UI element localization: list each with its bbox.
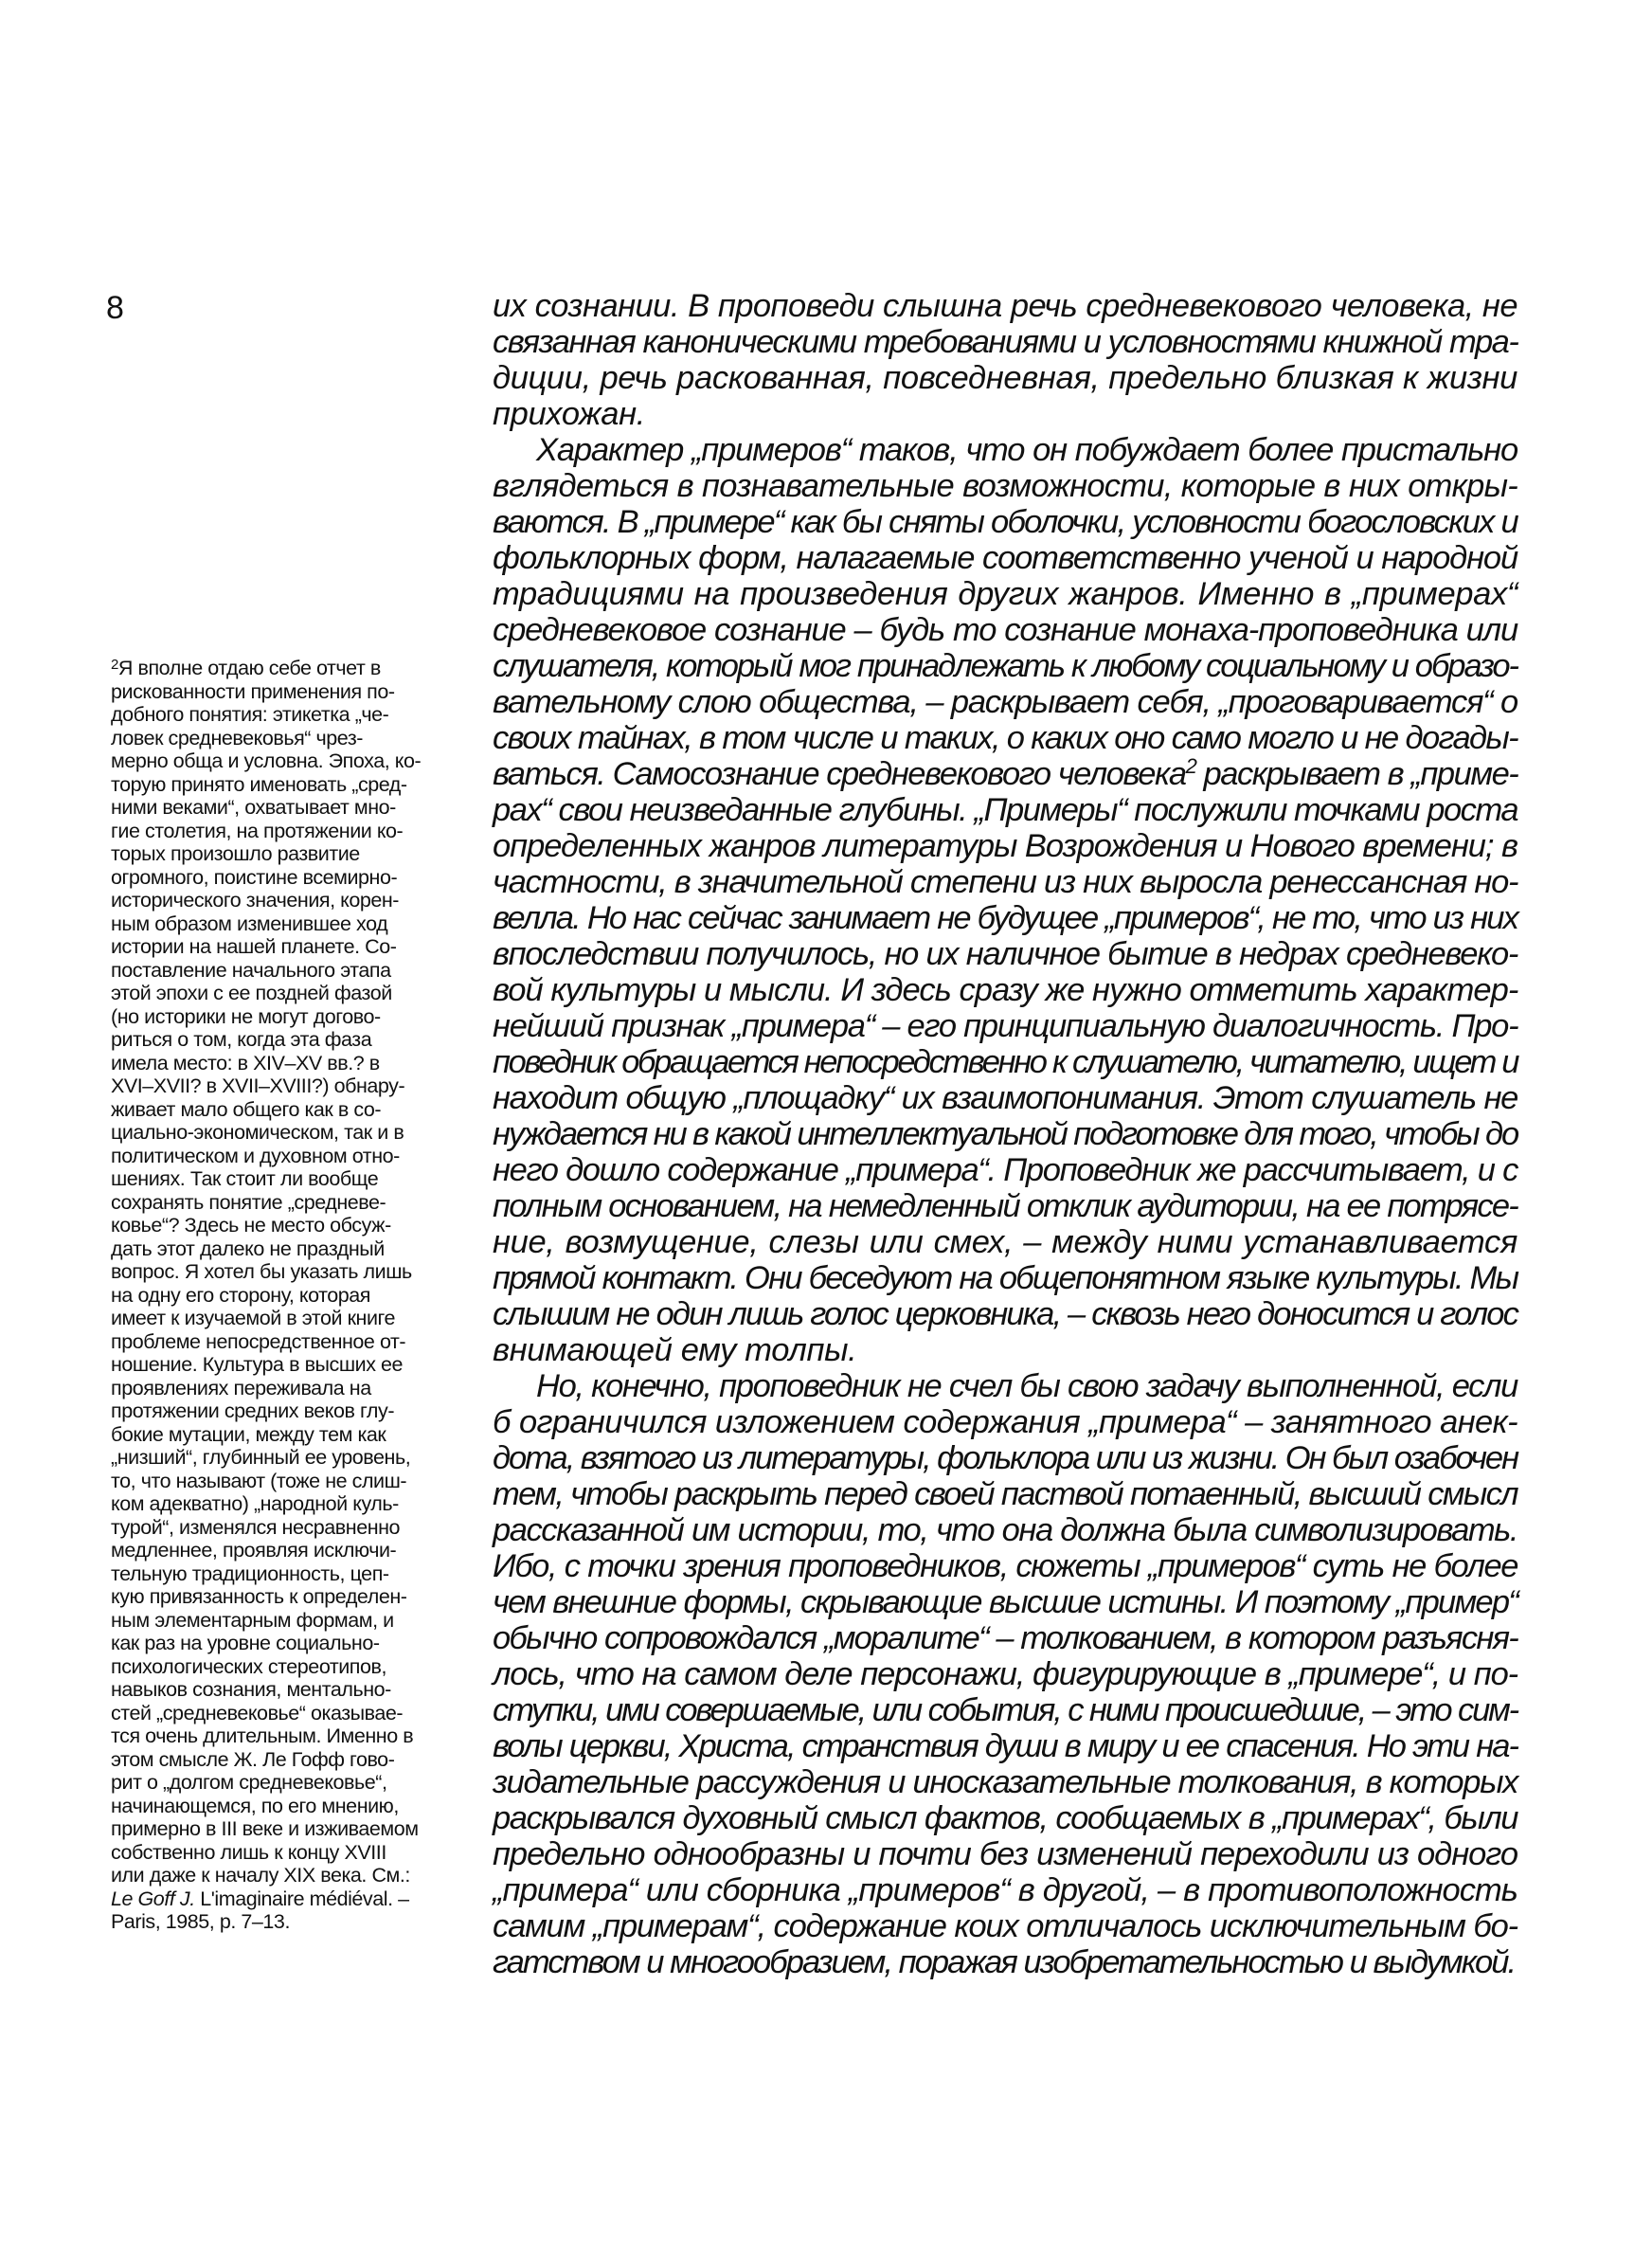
text-line: ступки, ими совершаемые, или события, с ними происшедшие, – это сим- — [493, 1692, 1517, 1728]
footnote-line: ношение. Культура в высших ее — [111, 1353, 404, 1376]
footnote-line: тся очень длительным. Именно в — [111, 1724, 414, 1747]
footnote-line: проявлениях переживала на — [111, 1376, 371, 1399]
footnote-line: $^2$Я вполне отдаю себе отчет в — [111, 657, 381, 679]
footnote-line: этом смысле Ж. Ле Гофф гово- — [111, 1747, 395, 1771]
footnote-line: примерно в III веке и изживаемом — [111, 1817, 419, 1840]
text-line: волы церкви, Христа, странствия души в миру и ее спасения. Но эти на- — [493, 1728, 1517, 1764]
footnote-line: вопрос. Я хотел бы указать лишь — [111, 1260, 412, 1283]
footnote-line: риться о том, когда эта фаза — [111, 1028, 372, 1051]
footnote-line: ними веками“, охватывает мно- — [111, 796, 396, 819]
footnote-line: политическом и духовном отно- — [111, 1144, 400, 1167]
footnote-line: исторического значения, корен- — [111, 889, 400, 912]
text-line: средневековое сознание – будь то сознание монаха-проповедника или — [493, 612, 1517, 648]
footnote-reference-line — [111, 1887, 469, 1911]
text-line: поведник обращается непосредственно к слушателю, читателю, ищет и — [493, 1044, 1518, 1080]
text-line: чем внешние формы, скрывающие высшие истины. И поэтому „пример“ — [493, 1584, 1517, 1620]
text-line: ваются. В „примере“ как бы сняты оболочки, условности богословских и — [493, 504, 1517, 540]
text-line: Ибо, с точки зрения проповедников, сюжеты „примеров“ суть не более — [493, 1548, 1517, 1584]
text-line: обычно сопровождался „моралите“ – толкованием, в котором разъясня- — [493, 1620, 1517, 1656]
text-line: самим „примерам“, содержание коих отличалось исключительным бо- — [493, 1908, 1517, 1944]
footnote-line: дать этот далеко не праздный — [111, 1237, 385, 1260]
footnote-line: поставление начального этапа — [111, 958, 391, 982]
footnote-line: мерно обща и условна. Эпоха, ко- — [111, 749, 422, 772]
footnote-line: ным образом изменившее ход — [111, 912, 388, 935]
text-line: нейший признак „примера“ – его принципиальную диалогичность. Про- — [493, 1008, 1518, 1044]
footnote-line: добного понятия: этикетка „че- — [111, 703, 389, 726]
text-line: находит общую „площадку“ их взаимопонимания. Этот слушатель не — [493, 1080, 1517, 1116]
footnote-line: ковье“? Здесь не место обсуж- — [111, 1214, 391, 1237]
footnote-line: живает мало общего как в со- — [111, 1097, 382, 1121]
footnote-line: турой“, изменялся несравненно — [111, 1515, 401, 1539]
footnote-marker: 2 — [111, 657, 118, 673]
text-line: велла. Но нас сейчас занимает не будущее „примеров“, не то, что из них — [493, 900, 1517, 936]
footnote-line: стей „средневековье“ оказывае- — [111, 1701, 404, 1724]
footnote-line: циально-экономическом, так и в — [111, 1121, 404, 1144]
text-line: внимающей ему толпы. — [493, 1332, 857, 1368]
text-line: „примера“ или сборника „примеров“ в другой, – в противоположность — [493, 1872, 1517, 1908]
text-line: лось, что на самом деле персонажи, фигурирующие в „примере“, и по- — [493, 1656, 1517, 1692]
footnote-line: или даже к началу XIX века. См.: — [111, 1864, 410, 1887]
footnote-line: торых произошло развитие — [111, 842, 360, 865]
footnote-line: торую принято именовать „сред- — [111, 772, 407, 796]
text-line: тем, чтобы раскрыть перед своей паствой потаенный, высший смысл — [493, 1476, 1517, 1512]
footnote-line: то, что называют (тоже не слиш- — [111, 1469, 407, 1492]
footnote-line: имела место: в XIV–XV вв.? в — [111, 1051, 380, 1074]
text-line: Характер „примеров“ таков, что он побуждает более пристально — [536, 432, 1517, 468]
footnote-line: психологических стереотипов, — [111, 1654, 387, 1678]
text-line: гатством и многообразием, поражая изобретательностью и выдумкой. — [493, 1944, 1516, 1980]
footnote-line: собственно лишь к концу XVIII — [111, 1840, 386, 1864]
footnote-line: „низший“, глубинный ее уровень, — [111, 1446, 411, 1469]
footnote-line: ловек средневековья“ чрез- — [111, 726, 363, 749]
footnote-line: медленнее, проявляя исключи- — [111, 1539, 397, 1562]
footnote-line: проблеме непосредственное от- — [111, 1329, 406, 1353]
footnote-line: этой эпохи с ее поздней фазой — [111, 982, 392, 1004]
text-line: полным основанием, на немедленный отклик аудитории, на ее потрясе- — [493, 1188, 1517, 1224]
text-line: рах“ свои неизведанные глубины. „Примеры“ послужили точками роста — [493, 792, 1518, 828]
footnote-line: кую привязанность к определен- — [111, 1585, 407, 1608]
text-line: определенных жанров литературы Возрождения и Нового времени; в — [493, 828, 1517, 864]
text-line: прямой контакт. Они беседуют на общепонятном языке культуры. Мы — [493, 1260, 1518, 1296]
text-line: фольклорных форм, налагаемые соответственно ученой и народной — [493, 540, 1517, 576]
text-line: б ограничился изложением содержания „примера“ – занятного анек- — [493, 1404, 1517, 1440]
footnote-line: гие столетия, на протяжении ко- — [111, 819, 404, 842]
text-line: впоследствии получилось, но их наличное бытие в недрах средневеко- — [493, 936, 1517, 972]
text-line: прихожан. — [493, 396, 645, 432]
reference-author: Le Goff J. — [111, 1887, 195, 1910]
footnote-line: на одну его сторону, которая — [111, 1283, 370, 1307]
text-line: рассказанной им истории, то, что она должна была символизировать. — [493, 1512, 1517, 1548]
footnote-reference: 2 — [1185, 754, 1196, 778]
footnote-line: XVI–XVII? в XVII–XVIII?) обнару- — [111, 1074, 405, 1097]
text-line: него дошло содержание „примера“. Проповедник же рассчитывает, и с — [493, 1152, 1517, 1188]
text-line: слушателя, который мог принадлежать к любому социальному и образо- — [493, 648, 1517, 684]
footnote-line: тельную традиционность, цеп- — [111, 1562, 389, 1585]
text-line: предельно однообразны и почти без изменений переходили из одного — [493, 1836, 1517, 1872]
text-line: ние, возмущение, слезы или смех, – между ними устанавливается — [493, 1224, 1517, 1260]
text-line: своих тайнах, в том числе и таких, о каких оно само могло и не догады- — [493, 720, 1517, 756]
text-line: их сознании. В проповеди слышна речь средневекового человека, не — [493, 288, 1517, 324]
footnote — [111, 657, 469, 1934]
text-line: связанная каноническими требованиями и условностями книжной тра- — [493, 324, 1518, 360]
footnote-line: бокие мутации, между тем как — [111, 1422, 386, 1446]
footnote-line: ком адекватно) „народной куль- — [111, 1492, 399, 1515]
text-line: дота, взятого из литературы, фольклора или из жизни. Он был озабочен — [493, 1440, 1517, 1476]
text-line: Но, конечно, проповедник не счел бы свою задачу выполненной, если — [536, 1368, 1517, 1404]
reference-imprint: Paris, 1985, p. 7–13. — [111, 1910, 290, 1933]
footnote-line: рит о „долгом средневековье“, — [111, 1771, 387, 1794]
text-line: вой культуры и мысли. И здесь сразу же нужно отметить характер- — [493, 972, 1518, 1008]
footnote-line: истории на нашей планете. Со- — [111, 935, 397, 958]
footnote-line: навыков сознания, ментально- — [111, 1678, 391, 1701]
footnote-line: огромного, поистине всемирно- — [111, 865, 398, 889]
footnote-line: начинающемся, по его мнению, — [111, 1794, 399, 1817]
footnote-line: сохранять понятие „средневе- — [111, 1190, 386, 1214]
text-segment: ваться. Самосознание средневекового человека — [493, 756, 1186, 792]
reference-title: L'imaginaire médiéval. – — [200, 1887, 409, 1910]
text-segment: раскрывает в „приме- — [1195, 756, 1518, 792]
text-line: зидательные рассуждения и иносказательные толкования, в которых — [493, 1764, 1517, 1800]
footnote-line: ным элементарным формам, и — [111, 1608, 394, 1632]
footnote-line: шениях. Так стоит ли вообще — [111, 1167, 379, 1190]
page-number: 8 — [106, 290, 124, 326]
text-line: диции, речь раскованная, повседневная, предельно близкая к жизни — [493, 360, 1517, 396]
text-line: нуждается ни в какой интеллектуальной подготовке для того, чтобы до — [493, 1116, 1517, 1152]
footnote-line: (но историки не могут догово- — [111, 1004, 381, 1028]
text-line: вглядеться в познавательные возможности, которые в них откры- — [493, 468, 1517, 504]
text-line: вательному слою общества, – раскрывает себя, „проговаривается“ о — [493, 684, 1517, 720]
footnote-line: имеет к изучаемой в этой книге — [111, 1307, 395, 1329]
text-line: раскрывался духовный смысл фактов, сообщаемых в „примерах“, были — [493, 1800, 1517, 1836]
main-text — [493, 288, 1517, 1980]
footnote-line: рискованности применения по- — [111, 679, 395, 703]
footnote-line: как раз на уровне социально- — [111, 1632, 380, 1654]
text-line: слышим не один лишь голос церковника, – сквозь него доносится и голос — [493, 1296, 1517, 1332]
text-line — [493, 756, 1517, 792]
text-line: традициями на произведения других жанров. Именно в „примерах“ — [493, 576, 1517, 612]
text-line: частности, в значительной степени из них выросла ренессансная но- — [493, 864, 1518, 900]
footnote-line: протяжении средних веков глу- — [111, 1399, 395, 1422]
